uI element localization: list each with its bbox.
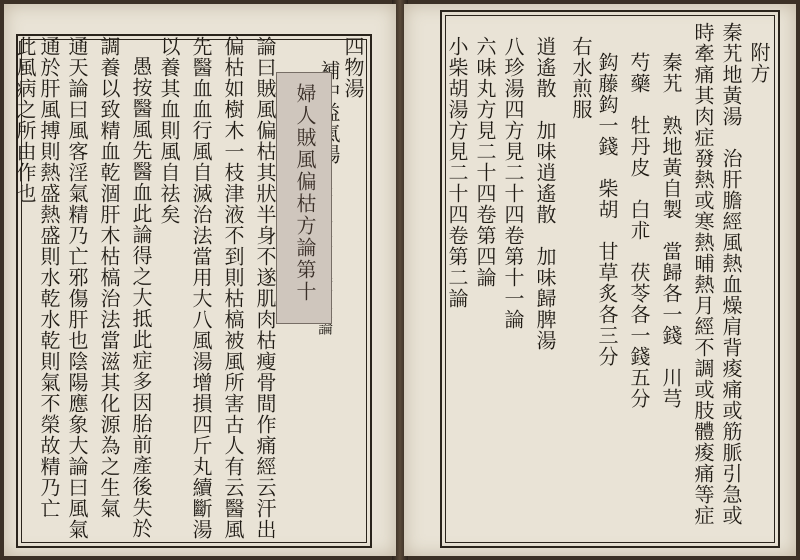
right-col-2: 時牽痛其肉症發熱或寒熱晡熱月經不調或肢體痠痛等症 [691, 22, 715, 526]
left-body-line-4: 以養其血則風自祛矣 [157, 36, 181, 225]
left-body-line-6: 調養以致精血乾涸肝木枯槁治法當滋其化源為之生氣 [97, 36, 121, 519]
left-body-line-8: 通於肝風搏則熱盛熱盛則水乾水乾則氣不榮故精乃亡 [37, 36, 61, 519]
right-col-5: 鈎藤鈎一錢 柴胡 甘草炙各三分 [595, 52, 619, 367]
right-page-frame [440, 10, 780, 548]
right-col-1: 秦艽地黃湯 治肝膽經風熱血燥肩背痠痛或筋脈引急或 [719, 22, 743, 526]
right-col-7: 逍遙散 加味逍遙散 加味歸脾湯 [533, 36, 557, 351]
left-page-frame [13, 34, 372, 548]
left-body-line-9: 此風病之所由作也 [13, 36, 37, 204]
left-body-line-3: 先醫血血行風自滅治法當用大八風湯增損四斤丸續斷湯 [189, 36, 213, 540]
section-seal [276, 72, 332, 324]
right-col-9: 六味丸方見二十四卷第四論 [473, 36, 497, 288]
right-page [404, 4, 796, 556]
left-sub-formula: 補中益氣湯 [317, 60, 341, 165]
left-body-line-7: 通天論曰風客淫氣精乃亡邪傷肝也陰陽應象大論曰風氣 [65, 36, 89, 540]
right-col-10: 小柴胡湯方見二十四卷第二論 [445, 36, 469, 309]
right-col-6: 右水煎服 [569, 36, 593, 120]
left-heading-title: 四物湯 [341, 36, 365, 99]
left-sub-formula-note: 二方見二十四卷第六論 [316, 176, 334, 336]
right-col-8: 八珍湯四方見二十四卷第十一論 [501, 36, 525, 330]
left-body-line-2: 偏枯如樹木一枝津液不到則枯槁被風所害古人有云醫風 [221, 36, 245, 540]
right-heading: 附方 [747, 42, 771, 84]
left-body-line-1: 論曰賊風偏枯其狀半身不遂肌肉枯瘦骨間作痛經云汗出 [253, 36, 277, 540]
left-body-line-5: 愚按醫風先醫血此論得之大抵此症多因胎前產後失於 [129, 56, 153, 539]
right-col-4: 芍藥 牡丹皮 白朮 茯苓各一錢五分 [627, 52, 651, 409]
right-col-3: 秦艽 熟地黃自製 當歸各一錢 川芎 [659, 52, 683, 409]
left-page [4, 4, 396, 556]
section-label: 婦人賊風偏枯方論第十 [293, 83, 317, 303]
